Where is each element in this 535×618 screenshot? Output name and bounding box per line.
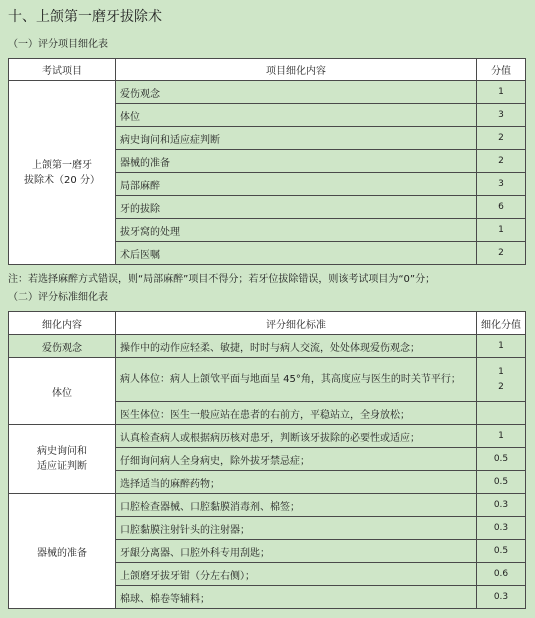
criteria-score: 0.3 <box>477 517 526 540</box>
item-score: 3 <box>477 173 526 196</box>
table-row <box>9 494 526 517</box>
group-name-instruments: 器械的准备 <box>9 494 116 609</box>
table-row <box>9 358 526 402</box>
header-item-detail: 项目细化内容 <box>116 59 477 81</box>
group-name-care: 爱伤观念 <box>9 335 116 358</box>
criteria-score: 0.5 <box>477 448 526 471</box>
group-name-history <box>9 425 116 494</box>
table-header-row <box>9 312 526 335</box>
criteria-text: 棉球、棉卷等辅料； <box>116 586 477 609</box>
item-score: 1 <box>477 219 526 242</box>
criteria-text: 上颌磨牙拔牙钳（分左右侧）； <box>116 563 477 586</box>
criteria-text: 选择适当的麻醉药物； <box>116 471 477 494</box>
criteria-text: 病人体位：病人上颌㰟平面与地面呈 45°角，其高度应与医生的时关节平行； <box>116 358 477 402</box>
exam-project-line2: 拔除术（20 分） <box>24 174 100 186</box>
criteria-score: 0.6 <box>477 563 526 586</box>
item-detail: 体位 <box>116 104 477 127</box>
criteria-score: 1 <box>477 425 526 448</box>
criteria-score: 0.3 <box>477 586 526 609</box>
group-name-history-line1: 病史询问和 <box>37 446 87 457</box>
item-score: 2 <box>477 150 526 173</box>
item-score: 6 <box>477 196 526 219</box>
table-row <box>9 81 526 104</box>
section1-heading: （一）评分项目细化表 <box>8 39 108 50</box>
page-title: 十、上颌第一磨牙拔除术 <box>8 9 162 25</box>
header-exam-item: 考试项目 <box>9 59 116 81</box>
scoring-criteria-table <box>8 311 526 609</box>
exam-project-cell <box>9 81 116 265</box>
criteria-score: 0.5 <box>477 540 526 563</box>
group-name-history-line2: 适应证判断 <box>37 461 87 472</box>
criteria-score <box>477 402 526 425</box>
criteria-text: 医生体位：医生一般应站在患者的右前方，平稳站立，全身放松； <box>116 402 477 425</box>
item-detail: 术后医嘱 <box>116 242 477 265</box>
header-score: 分值 <box>477 59 526 81</box>
table-row <box>9 425 526 448</box>
item-detail: 牙的拔除 <box>116 196 477 219</box>
criteria-score <box>477 358 526 402</box>
item-score: 1 <box>477 81 526 104</box>
item-detail: 爱伤观念 <box>116 81 477 104</box>
section2-heading: （二）评分标准细化表 <box>8 292 108 303</box>
header-detail-score: 细化分值 <box>477 312 526 335</box>
exam-project-line1: 上颌第一磨牙 <box>32 159 92 171</box>
criteria-text: 牙龈分离器、口腔外科专用刮匙； <box>116 540 477 563</box>
item-detail: 器械的准备 <box>116 150 477 173</box>
note-text: 注：若选择麻醉方式错误，则“局部麻醉”项目不得分；若牙位拔除错误，则该考试项目为“0”分； <box>8 274 436 285</box>
criteria-score: 1 <box>477 335 526 358</box>
group-name-position: 体位 <box>9 358 116 425</box>
criteria-score-line2: 2 <box>498 381 504 392</box>
item-score: 3 <box>477 104 526 127</box>
criteria-score: 0.3 <box>477 494 526 517</box>
criteria-text: 仔细询问病人全身病史，除外拔牙禁忌症； <box>116 448 477 471</box>
scoring-items-table <box>8 58 526 265</box>
table-header-row <box>9 59 526 81</box>
header-detail-content: 细化内容 <box>9 312 116 335</box>
item-score: 2 <box>477 127 526 150</box>
table-row <box>9 335 526 358</box>
criteria-text: 操作中的动作应轻柔、敏捷，时时与病人交流，处处体现爱伤观念； <box>116 335 477 358</box>
criteria-score: 0.5 <box>477 471 526 494</box>
header-criteria: 评分细化标准 <box>116 312 477 335</box>
item-score: 2 <box>477 242 526 265</box>
item-detail: 病史询问和适应症判断 <box>116 127 477 150</box>
criteria-text: 口腔检查器械、口腔黏膜消毒剂、棉签； <box>116 494 477 517</box>
item-detail: 拔牙窝的处理 <box>116 219 477 242</box>
item-detail: 局部麻醉 <box>116 173 477 196</box>
criteria-text: 认真检查病人或根据病历核对患牙，判断该牙拔除的必要性或适应； <box>116 425 477 448</box>
criteria-score-line1: 1 <box>498 366 504 377</box>
criteria-text: 口腔黏膜注射针头的注射器； <box>116 517 477 540</box>
